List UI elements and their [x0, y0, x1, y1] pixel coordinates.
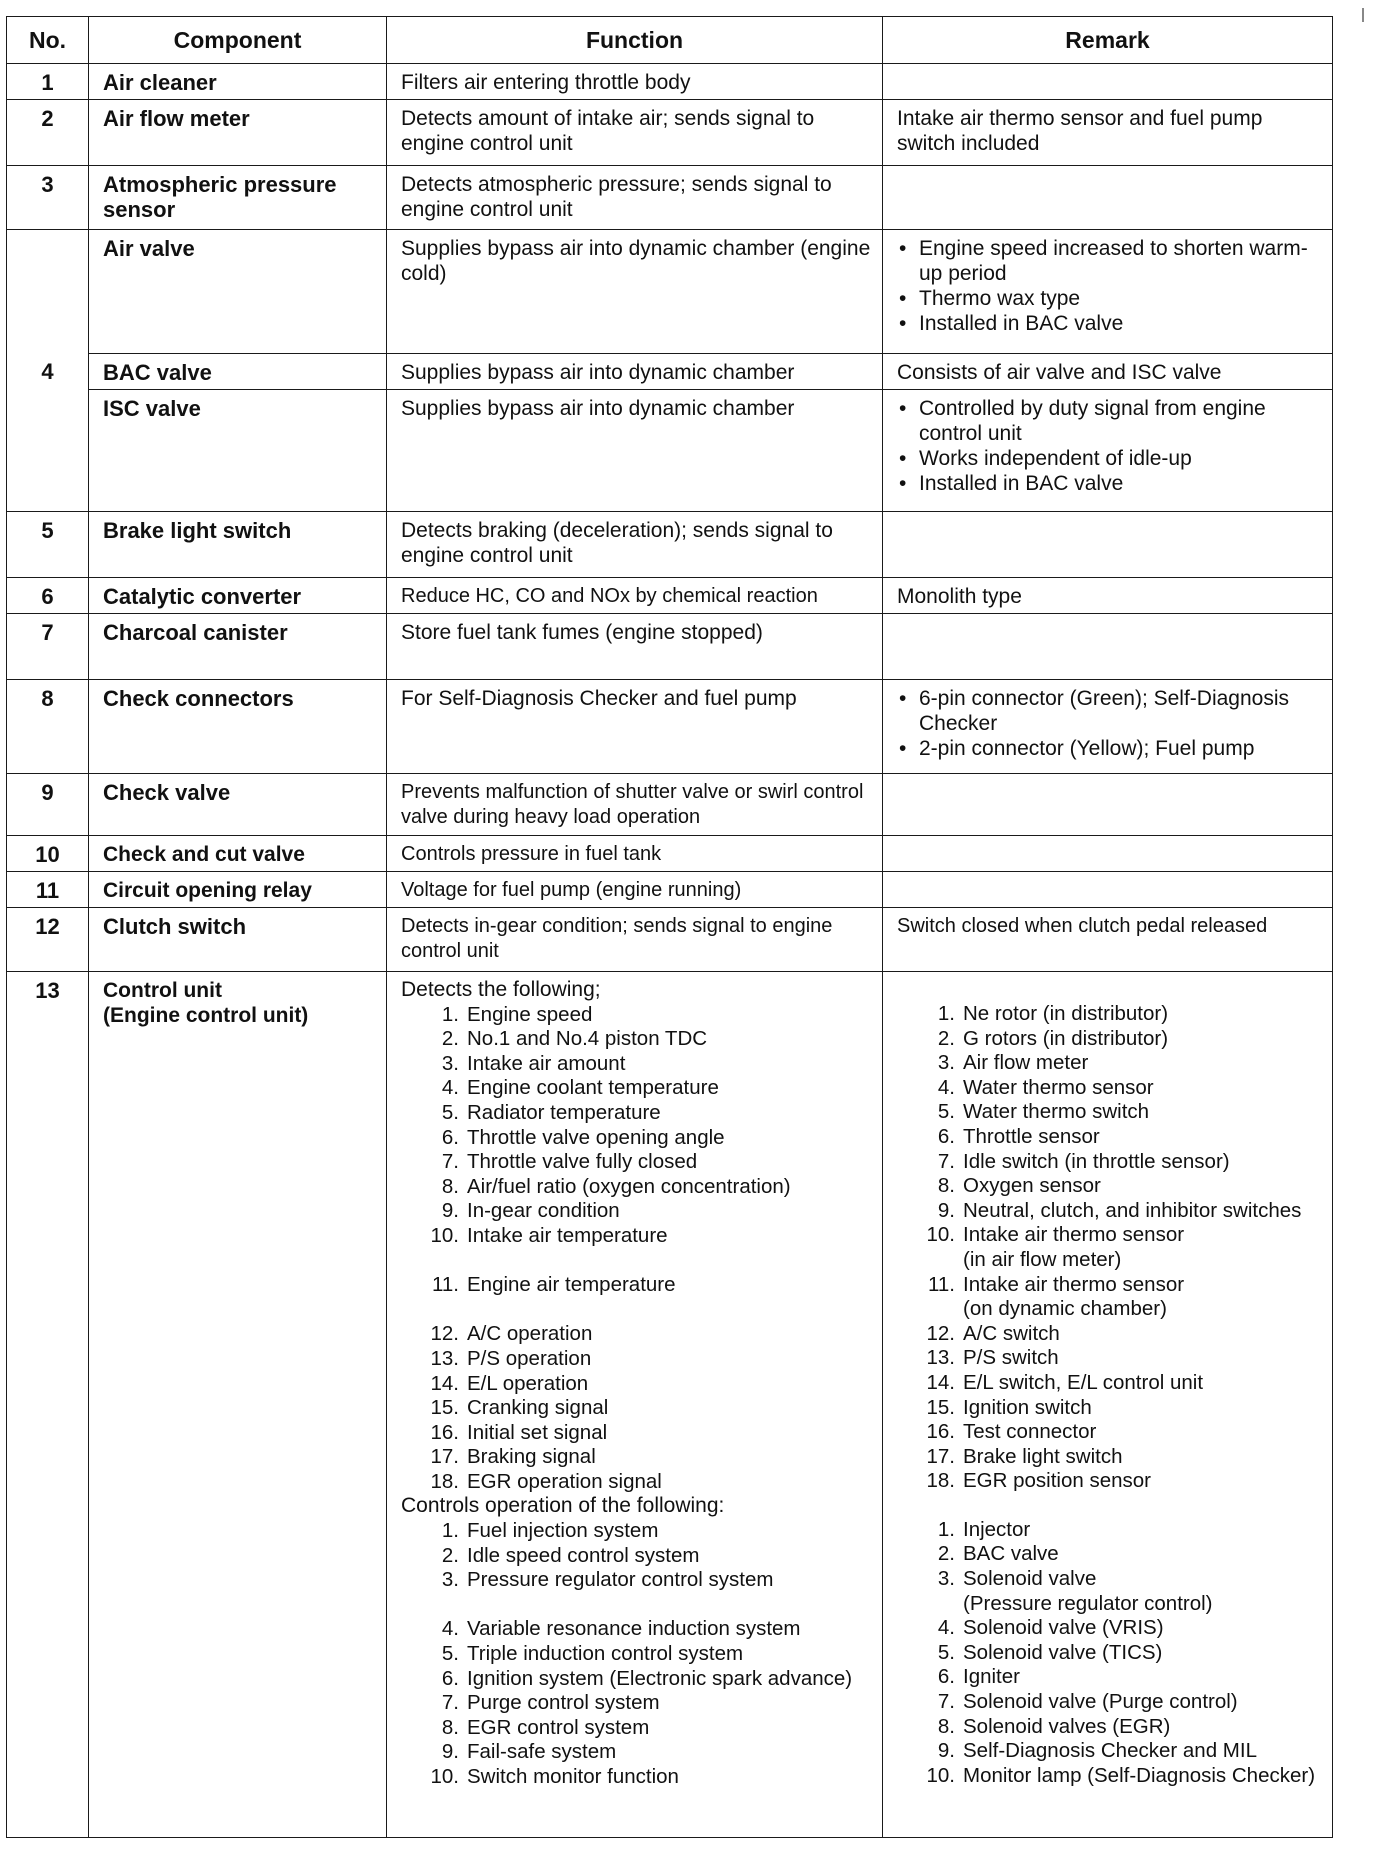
function-item — [401, 1544, 874, 1569]
item-number: 12. — [430, 1322, 459, 1346]
table-row — [7, 390, 1333, 512]
item-text — [467, 1593, 874, 1618]
item-text: Solenoid valve (Purge control) — [963, 1690, 1238, 1714]
row-function: Supplies bypass air into dynamic chamber — [387, 390, 883, 512]
item-text: Radiator temperature — [467, 1100, 661, 1124]
row-remark — [883, 390, 1333, 512]
header-row — [7, 17, 1333, 64]
row-component: Check and cut valve — [89, 836, 387, 872]
row-component: Catalytic converter — [89, 578, 387, 614]
item-number: 8. — [937, 1174, 955, 1198]
item-text: Monitor lamp (Self-Diagnosis Checker) — [963, 1763, 1316, 1787]
row-remark — [883, 972, 1333, 1838]
bullet-item: • Installed in BAC valve — [897, 471, 1324, 496]
item-text: Purge control system — [467, 1691, 660, 1715]
function-item — [401, 1519, 874, 1544]
function-item — [401, 1150, 874, 1175]
item-text: Igniter — [963, 1665, 1020, 1689]
table-row — [7, 512, 1333, 578]
item-text: Oxygen sensor — [963, 1174, 1101, 1198]
item-number: 18. — [430, 1469, 459, 1493]
item-number: 2. — [441, 1543, 459, 1567]
row-remark: Monolith type — [883, 578, 1333, 614]
row-no: 8 — [7, 680, 89, 774]
item-number: 9. — [441, 1199, 459, 1223]
remark-bullets — [897, 396, 1324, 496]
function-item — [401, 1470, 874, 1495]
function-item — [401, 1175, 874, 1200]
continuation-line — [897, 1592, 1324, 1617]
item-text: G rotors (in distributor) — [963, 1026, 1169, 1050]
row-no: 7 — [7, 614, 89, 680]
item-text: Neutral, clutch, and inhibitor switches — [963, 1198, 1302, 1222]
remark-item — [897, 1002, 1324, 1027]
table-row — [7, 972, 1333, 1838]
item-text: BAC valve — [963, 1542, 1059, 1566]
item-number: 5. — [441, 1100, 459, 1124]
item-number: 6. — [441, 1666, 459, 1690]
function-item — [401, 1396, 874, 1421]
item-text: EGR position sensor — [963, 1469, 1152, 1493]
remark-item — [897, 1445, 1324, 1470]
item-number: 7. — [937, 1149, 955, 1173]
item-number: 14. — [430, 1371, 459, 1395]
row-component — [89, 972, 387, 1838]
function-item — [401, 1568, 874, 1593]
item-number: 8. — [937, 1714, 955, 1738]
function-item — [401, 1273, 874, 1298]
header-remark: Remark — [883, 17, 1333, 64]
row-remark — [883, 774, 1333, 836]
component-name: Control unit — [103, 979, 222, 1002]
row-function: Prevents malfunction of shutter valve or swirl control valve during heavy load operation — [387, 774, 883, 836]
row-no: 3 — [7, 166, 89, 230]
bullet-item: • Installed in BAC valve — [897, 311, 1324, 336]
function-item — [401, 1199, 874, 1224]
remark-item — [897, 1150, 1324, 1175]
row-component: BAC valve — [89, 354, 387, 390]
item-text: Idle speed control system — [467, 1543, 700, 1567]
function-item — [401, 1101, 874, 1126]
function-item — [401, 1617, 874, 1642]
row-component: Atmospheric pressure sensor — [89, 166, 387, 230]
function-item — [401, 1691, 874, 1716]
remark-item — [897, 1100, 1324, 1125]
row-remark — [883, 836, 1333, 872]
row-remark — [883, 230, 1333, 354]
item-number: 4. — [937, 1075, 955, 1099]
row-no: 1 — [7, 64, 89, 100]
row-remark — [883, 872, 1333, 908]
component-table — [6, 16, 1333, 1838]
function-item — [401, 1027, 874, 1052]
indent — [401, 1249, 467, 1274]
item-text: Pressure regulator control system — [467, 1568, 774, 1592]
row-remark: Switch closed when clutch pedal released — [883, 908, 1333, 972]
row-function: Supplies bypass air into dynamic chamber (engine cold) — [387, 230, 883, 354]
item-number: 6. — [937, 1124, 955, 1148]
item-text: E/L switch, E/L control unit — [963, 1370, 1204, 1394]
item-text: EGR control system — [467, 1715, 650, 1739]
bullet-item: • Thermo wax type — [897, 286, 1324, 311]
remark-item — [897, 1469, 1324, 1494]
item-number: 2. — [937, 1026, 955, 1050]
remark-item — [897, 1420, 1324, 1445]
remark-item — [897, 1076, 1324, 1101]
item-number: 7. — [441, 1691, 459, 1715]
table-row — [7, 166, 1333, 230]
item-number: 18. — [926, 1469, 955, 1493]
table-row — [7, 774, 1333, 836]
item-text: P/S switch — [963, 1346, 1059, 1370]
row-remark — [883, 680, 1333, 774]
row-no: 11 — [7, 872, 89, 908]
remark-item — [897, 1715, 1324, 1740]
item-text: E/L operation — [467, 1371, 589, 1395]
item-text: Solenoid valves (EGR) — [963, 1714, 1171, 1738]
item-text: Idle switch (in throttle sensor) — [963, 1149, 1230, 1173]
item-number: 13. — [430, 1346, 459, 1370]
item-number: 10. — [926, 1763, 955, 1787]
row-remark — [883, 614, 1333, 680]
table-row — [7, 836, 1333, 872]
item-text: Water thermo sensor — [963, 1075, 1154, 1099]
table-row — [7, 64, 1333, 100]
table-row — [7, 100, 1333, 166]
function-item — [401, 1716, 874, 1741]
item-text: Engine speed — [467, 1002, 593, 1026]
remark-bullets — [897, 236, 1324, 336]
item-text: Cranking signal — [467, 1396, 609, 1420]
function-item — [401, 1224, 874, 1249]
row-function: Reduce HC, CO and NOx by chemical reaction — [387, 578, 883, 614]
item-text: P/S operation — [467, 1346, 592, 1370]
item-number: 17. — [430, 1445, 459, 1469]
item-text: Test connector — [963, 1420, 1097, 1444]
item-number: 1. — [937, 1002, 955, 1025]
item-text: Throttle sensor — [963, 1124, 1100, 1148]
row-remark — [883, 166, 1333, 230]
item-number: 1. — [937, 1517, 955, 1541]
row-component: Air flow meter — [89, 100, 387, 166]
function-item — [401, 1052, 874, 1077]
function-item — [401, 1003, 874, 1028]
table-row — [7, 614, 1333, 680]
indent — [897, 1297, 963, 1322]
remark-item — [897, 1690, 1324, 1715]
indent — [401, 1298, 467, 1323]
header-component: Component — [89, 17, 387, 64]
bullet-item: • Controlled by duty signal from engine control unit — [897, 396, 1324, 446]
item-number: 15. — [430, 1396, 459, 1420]
item-number: 2. — [937, 1542, 955, 1566]
bullet-item: • 6-pin connector (Green); Self-Diagnosis Checker — [897, 686, 1324, 736]
remark-item — [897, 1764, 1324, 1789]
item-text: Throttle valve fully closed — [467, 1150, 698, 1174]
function-item — [401, 1372, 874, 1397]
row-function — [387, 972, 883, 1838]
item-text: Ne rotor (in distributor) — [963, 1002, 1169, 1025]
item-number: 6. — [441, 1125, 459, 1149]
row-component: Charcoal canister — [89, 614, 387, 680]
item-number: 15. — [926, 1395, 955, 1419]
row-component: Air valve — [89, 230, 387, 354]
item-text: Switch monitor function — [467, 1765, 679, 1788]
item-text: A/C operation — [467, 1322, 593, 1346]
row-function: Detects in-gear condition; sends signal to engine control unit — [387, 908, 883, 972]
item-number: 2. — [441, 1027, 459, 1051]
remark-item — [897, 1542, 1324, 1567]
row-no: 5 — [7, 512, 89, 578]
item-text: EGR operation signal — [467, 1469, 662, 1493]
indent — [897, 1592, 963, 1617]
item-number: 8. — [441, 1174, 459, 1198]
item-number: 1. — [441, 1002, 459, 1026]
item-text: Air flow meter — [963, 1051, 1089, 1075]
function-item — [401, 1421, 874, 1446]
blank-line — [401, 1249, 874, 1274]
item-text: Engine air temperature — [467, 1273, 676, 1297]
item-number: 9. — [937, 1739, 955, 1763]
row-function: For Self-Diagnosis Checker and fuel pump — [387, 680, 883, 774]
item-number: 5. — [937, 1640, 955, 1664]
item-text: Self-Diagnosis Checker and MIL — [963, 1739, 1257, 1763]
header-function: Function — [387, 17, 883, 64]
remark-item — [897, 1518, 1324, 1543]
continuation-line — [897, 1248, 1324, 1273]
row-function: Supplies bypass air into dynamic chamber — [387, 354, 883, 390]
item-text: Ignition switch — [963, 1395, 1092, 1419]
item-text: Solenoid valve — [963, 1567, 1097, 1591]
remark-item — [897, 1322, 1324, 1347]
item-text: (Pressure regulator control) — [963, 1591, 1213, 1615]
controls-actuator-list — [897, 1518, 1324, 1789]
row-no: 4 — [7, 230, 89, 512]
row-function: Detects braking (deceleration); sends signal to engine control unit — [387, 512, 883, 578]
item-text: Intake air amount — [467, 1051, 626, 1075]
item-number: 10. — [926, 1223, 955, 1247]
remark-item — [897, 1346, 1324, 1371]
row-function: Filters air entering throttle body — [387, 64, 883, 100]
remark-item — [897, 1027, 1324, 1052]
detects-label: Detects the following; — [401, 978, 601, 1001]
table-row — [7, 578, 1333, 614]
item-number: 3. — [441, 1051, 459, 1075]
table-row — [7, 908, 1333, 972]
row-no: 13 — [7, 972, 89, 1838]
row-remark: Intake air thermo sensor and fuel pump switch included — [883, 100, 1333, 166]
table-row — [7, 680, 1333, 774]
spacer — [897, 1494, 1324, 1518]
item-number: 4. — [441, 1076, 459, 1100]
item-text: Engine coolant temperature — [467, 1076, 719, 1100]
item-number: 13. — [926, 1346, 955, 1370]
item-text: Intake air temperature — [467, 1223, 668, 1247]
item-number: 7. — [937, 1690, 955, 1714]
remark-item — [897, 1199, 1324, 1224]
function-item — [401, 1765, 874, 1790]
row-remark: Consists of air valve and ISC valve — [883, 354, 1333, 390]
item-text — [467, 1249, 874, 1274]
item-number: 16. — [430, 1420, 459, 1444]
continuation-line — [897, 1297, 1324, 1322]
item-text: Brake light switch — [963, 1444, 1123, 1468]
row-component: Check valve — [89, 774, 387, 836]
row-component: Brake light switch — [89, 512, 387, 578]
item-number: 9. — [937, 1198, 955, 1222]
item-number: 1. — [441, 1519, 459, 1543]
remark-bullets — [897, 686, 1324, 761]
item-number: 17. — [926, 1444, 955, 1468]
detects-sensor-list — [897, 1002, 1324, 1494]
remark-item — [897, 1567, 1324, 1592]
item-number: 11. — [432, 1273, 459, 1297]
item-number: 5. — [937, 1100, 955, 1124]
row-function: Store fuel tank fumes (engine stopped) — [387, 614, 883, 680]
row-no: 2 — [7, 100, 89, 166]
item-text: In-gear condition — [467, 1199, 620, 1223]
item-number: 3. — [937, 1567, 955, 1591]
item-number: 5. — [441, 1642, 459, 1666]
item-text: A/C switch — [963, 1321, 1060, 1345]
remark-item — [897, 1273, 1324, 1298]
item-text: Triple induction control system — [467, 1642, 744, 1666]
row-function: Controls pressure in fuel tank — [387, 836, 883, 872]
component-table-sheet — [6, 16, 1332, 1838]
item-number: 10. — [430, 1765, 459, 1788]
item-text: Ignition system (Electronic spark advance) — [467, 1666, 853, 1690]
table-row — [7, 872, 1333, 908]
row-no: 9 — [7, 774, 89, 836]
item-text: No.1 and No.4 piston TDC — [467, 1027, 708, 1051]
item-text: Variable resonance induction system — [467, 1617, 801, 1641]
row-function: Voltage for fuel pump (engine running) — [387, 872, 883, 908]
remark-item — [897, 1174, 1324, 1199]
item-text: Throttle valve opening angle — [467, 1125, 725, 1149]
remark-item — [897, 1396, 1324, 1421]
function-item — [401, 1445, 874, 1470]
row-component: Check connectors — [89, 680, 387, 774]
blank-line — [401, 1298, 874, 1323]
function-item — [401, 1126, 874, 1151]
spacer — [897, 978, 1324, 1002]
item-text: Air/fuel ratio (oxygen concentration) — [467, 1174, 791, 1198]
row-remark — [883, 512, 1333, 578]
item-number: 14. — [926, 1370, 955, 1394]
item-number: 7. — [441, 1150, 459, 1174]
row-component: ISC valve — [89, 390, 387, 512]
header-no: No. — [7, 17, 89, 64]
function-item — [401, 1740, 874, 1765]
item-text — [467, 1298, 874, 1323]
row-component: Clutch switch — [89, 908, 387, 972]
remark-item — [897, 1125, 1324, 1150]
item-text: Solenoid valve (VRIS) — [963, 1616, 1164, 1640]
row-function: Detects atmospheric pressure; sends signal to engine control unit — [387, 166, 883, 230]
item-text: Water thermo switch — [963, 1100, 1150, 1124]
item-number: 9. — [441, 1740, 459, 1764]
table-row — [7, 354, 1333, 390]
remark-item — [897, 1739, 1324, 1764]
remark-item — [897, 1616, 1324, 1641]
remark-item — [897, 1223, 1324, 1248]
detects-list — [401, 1003, 874, 1495]
table-row — [7, 230, 1333, 354]
item-text: Fuel injection system — [467, 1519, 659, 1543]
function-item — [401, 1347, 874, 1372]
function-item — [401, 1322, 874, 1347]
row-component: Circuit opening relay — [89, 872, 387, 908]
remark-item — [897, 1371, 1324, 1396]
item-text: (in air flow meter) — [963, 1247, 1122, 1271]
row-function: Detects amount of intake air; sends signal to engine control unit — [387, 100, 883, 166]
remark-item — [897, 1051, 1324, 1076]
item-number: 16. — [926, 1420, 955, 1444]
row-remark — [883, 64, 1333, 100]
item-number: 6. — [937, 1665, 955, 1689]
function-item — [401, 1642, 874, 1667]
item-text: Initial set signal — [467, 1420, 608, 1444]
row-no: 6 — [7, 578, 89, 614]
item-text: Intake air thermo sensor — [963, 1223, 1185, 1247]
item-number: 4. — [441, 1617, 459, 1641]
controls-label: Controls operation of the following: — [401, 1494, 725, 1518]
item-text: Solenoid valve (TICS) — [963, 1640, 1163, 1664]
item-number: 12. — [926, 1321, 955, 1345]
edge-mark — [1362, 8, 1364, 22]
bullet-item: • Works independent of idle-up — [897, 446, 1324, 471]
item-number: 10. — [430, 1223, 459, 1247]
item-text: Braking signal — [467, 1445, 596, 1469]
component-subname: (Engine control unit) — [103, 1004, 309, 1027]
row-no: 10 — [7, 836, 89, 872]
item-text: (on dynamic chamber) — [963, 1297, 1167, 1321]
remark-item — [897, 1641, 1324, 1666]
row-no: 12 — [7, 908, 89, 972]
row-component: Air cleaner — [89, 64, 387, 100]
remark-item — [897, 1665, 1324, 1690]
blank-line — [401, 1593, 874, 1618]
function-item — [401, 1076, 874, 1101]
controls-list — [401, 1519, 874, 1790]
item-number: 4. — [937, 1616, 955, 1640]
indent — [897, 1248, 963, 1273]
item-text: Fail-safe system — [467, 1740, 617, 1764]
bullet-item: • 2-pin connector (Yellow); Fuel pump — [897, 736, 1324, 761]
bullet-item: • Engine speed increased to shorten warm-up period — [897, 236, 1324, 286]
item-number: 11. — [928, 1272, 955, 1296]
item-number: 3. — [441, 1568, 459, 1592]
function-item — [401, 1667, 874, 1692]
item-text: Intake air thermo sensor — [963, 1272, 1185, 1296]
item-number: 8. — [441, 1715, 459, 1739]
item-text: Injector — [963, 1517, 1031, 1541]
item-number: 3. — [937, 1051, 955, 1075]
indent — [401, 1593, 467, 1618]
